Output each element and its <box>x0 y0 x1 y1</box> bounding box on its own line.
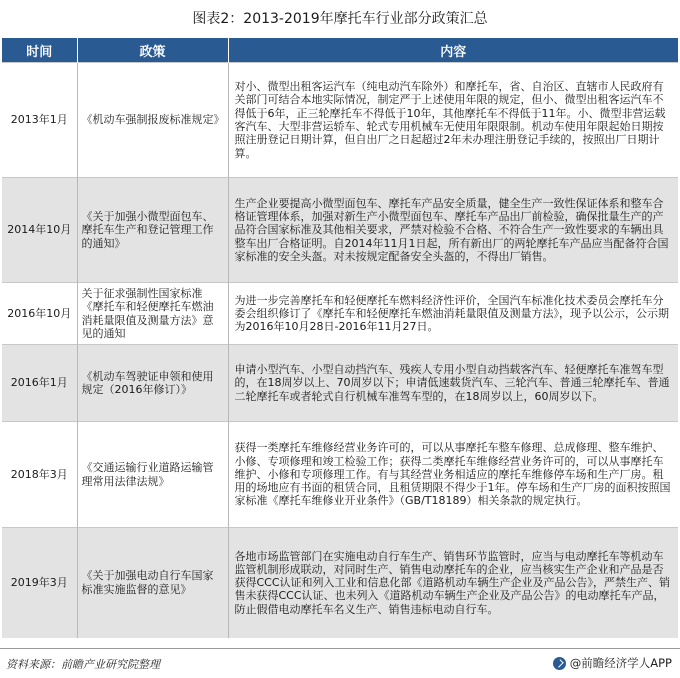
row-time: 2016年10月 <box>2 283 77 345</box>
row-content: 申请小型汽车、小型自动挡汽车、残疾人专用小型自动挡载客汽车、轻便摩托车准驾车型的，在18周岁以上、70周岁以下；申请低速载货汽车、三轮汽车、普通三轮摩托车、普通二轮摩托车或者轮式自行机械车准驾车型的，在18周岁以上，60周岁以下。 <box>228 345 678 422</box>
page-title: 图表2：2013-2019年摩托车行业部分政策汇总 <box>192 11 488 27</box>
row-policy: 《关于加强电动自行车国家标准实施监督的意见》 <box>77 528 228 638</box>
table-row <box>2 528 678 638</box>
policy-table <box>2 38 678 638</box>
row-content: 获得一类摩托车维修经营业务许可的，可以从事摩托车整车修理、总成修理、整车维护、小修、专项修理和竣工检验工作；获得二类摩托车维修经营业务许可的，可以从事摩托车维护、小修和专项修理工作。有与其经营业务相适应的摩托车维修停车场和生产厂房。租用的场地应有书面的租赁合同，且租赁期限不得少于1年。停车场和生产厂房的面积按照国家标准《摩托车维修业开业条件》（GB/T18189）相关条款的规定执行。 <box>228 422 678 528</box>
row-policy: 关于征求强制性国家标准《摩托车和轻便摩托车燃油消耗量限值及测量方法》意见的通知 <box>77 283 228 345</box>
row-policy: 《交通运输行业道路运输管理常用法律法规》 <box>77 422 228 528</box>
table-row <box>2 422 678 528</box>
header-content: 内容 <box>228 38 678 63</box>
row-content: 各地市场监管部门在实施电动自行车生产、销售环节监管时，应当与电动摩托车等机动车监管机制形成联动，对同时生产、销售电动摩托车的企业，应当核实生产企业和产品是否获得CCC认证和列入工业和信息化部《道路机动车辆生产企业及产品公告》，严禁生产、销售未获得CCC认证、也未列入《道路机动车辆生产企业及产品公告》的电动摩托车产品，防止假借电动摩托车名义生产、销售违标电动自行车。 <box>228 528 678 638</box>
brand-logo-icon <box>553 657 566 670</box>
source-note: 资料来源：前瞻产业研究院整理 <box>6 658 160 671</box>
brand-label: @前瞻经济学人APP <box>569 656 672 670</box>
row-content: 生产企业要提高小微型面包车、摩托车产品安全质量，健全生产一致性保证体系和整车合格证管理体系，加强对新生产小微型面包车、摩托车产品出厂前检验，确保批量生产的产品符合国家标准及其他相关要求，严禁对检验不合格、不符合生产一致性要求的车辆出具整车出厂合格证明。自2014年11月1日起，所有新出厂的两轮摩托车产品应当配备符合国家标准的安全头盔。对未按规定配备安全头盔的，不得出厂销售。 <box>228 178 678 283</box>
brand-credit <box>553 655 672 671</box>
header-policy: 政策 <box>77 38 228 63</box>
table-row <box>2 178 678 283</box>
row-policy: 《机动车驾驶证申领和使用规定（2016年修订）》 <box>77 345 228 422</box>
table-row <box>2 345 678 422</box>
table-header-row <box>2 38 678 63</box>
row-policy: 《机动车强制报废标准规定》 <box>77 63 228 178</box>
row-time: 2014年10月 <box>2 178 77 283</box>
row-content: 对小、微型出租客运汽车（纯电动汽车除外）和摩托车，省、自治区、直辖市人民政府有关部门可结合本地实际情况，制定严于上述使用年限的规定，但小、微型出租客运汽车不得低于6年，正三轮摩托车不得低于10年，其他摩托车不得低于11年。小、微型非营运载客汽车、大型非营运轿车、轮式专用机械车无使用年限限制。机动车使用年限起始日期按照注册登记日期计算，但自出厂之日起超过2年未办理注册登记手续的，按照出厂日期计算。 <box>228 63 678 178</box>
row-time: 2016年1月 <box>2 345 77 422</box>
footer <box>0 648 680 678</box>
row-time: 2019年3月 <box>2 528 77 638</box>
table-row <box>2 283 678 345</box>
row-content: 为进一步完善摩托车和轻便摩托车燃料经济性评价，全国汽车标准化技术委员会摩托车分委会组织修订了《摩托车和轻便摩托车燃油消耗量限值及测量方法》，现予以公示，公示期为2016年10月28日-2016年11月27日。 <box>228 283 678 345</box>
row-policy: 《关于加强小微型面包车、摩托车生产和登记管理工作的通知》 <box>77 178 228 283</box>
header-time: 时间 <box>2 38 77 63</box>
table-row <box>2 63 678 178</box>
row-time: 2018年3月 <box>2 422 77 528</box>
row-time: 2013年1月 <box>2 63 77 178</box>
